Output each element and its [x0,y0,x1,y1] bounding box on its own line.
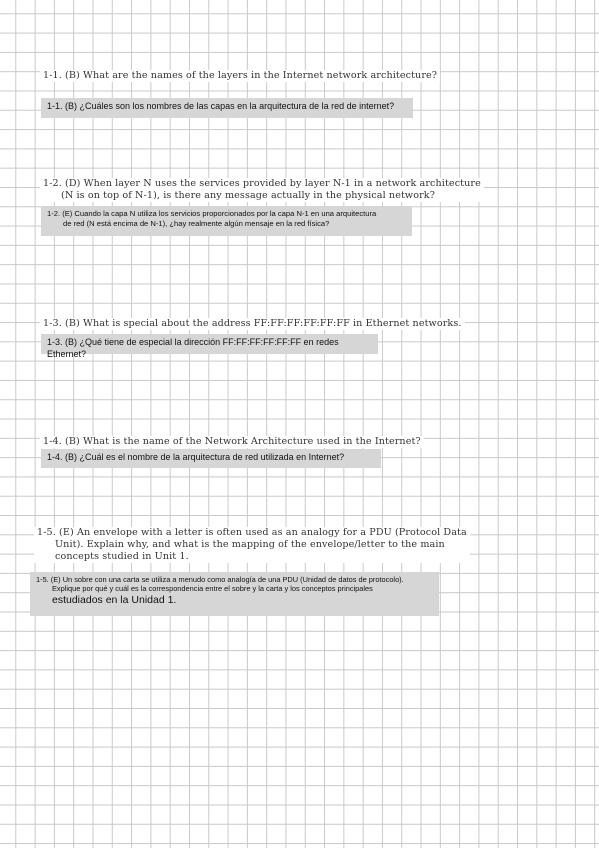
question-1-4-english-line-1: 1-4. (B) What is the name of the Network Architecture used in the Internet? [43,436,421,447]
question-1-5-english-line-3: concepts studied in Unit 1. [55,550,189,562]
question-1-5-english [34,527,470,563]
question-1-2-english [40,178,484,202]
question-1-3-english-line-1: 1-3. (B) What is special about the address FF:FF:FF:FF:FF:FF in Ethernet networks. [43,318,462,329]
question-1-5-spanish-line-3: estudiados en la Unidad 1. [52,593,177,606]
question-1-2-spanish [41,206,412,236]
question-1-5-spanish [30,572,439,616]
question-1-2-english-line-2: (N is on top of N-1), is there any message actually in the physical network? [61,189,435,201]
question-1-5-spanish-line-1: 1-5. (E) Un sobre con una carta se utiliza a menudo como analogía de una PDU (Unidad de datos de protocolo). [36,575,404,584]
question-1-3-spanish-line-1: 1-3. (B) ¿Qué tiene de especial la dirección FF:FF:FF:FF:FF:FF en redes Ethernet? [47,337,339,359]
question-1-5-spanish-line-2: Explique por qué y cuál es la correspondencia entre el sobre y la carta y los conceptos principales [52,584,373,594]
question-1-2-english-line-1: 1-2. (D) When layer N uses the services provided by layer N-1 in a network architecture [43,178,481,189]
question-1-4-english [40,436,424,448]
question-1-5-english-line-2: Unit). Explain why, and what is the mapping of the envelope/letter to the main [55,538,445,550]
question-1-5-english-line-1: 1-5. (E) An envelope with a letter is often used as an analogy for a PDU (Protocol Data [37,527,467,538]
question-1-3-spanish [41,334,378,359]
question-1-3-english [40,318,465,330]
question-1-4-spanish-line-1: 1-4. (B) ¿Cuál es el nombre de la arquitectura de red utilizada en Internet? [47,452,345,462]
question-1-1-english [40,70,440,82]
question-1-1-english-line-1: 1-1. (B) What are the names of the layers in the Internet network architecture? [43,70,438,81]
question-1-2-spanish-line-2: de red (N está encima de N-1), ¿hay realmente algún mensaje en la red física? [63,218,330,228]
question-1-1-spanish [41,98,413,118]
question-1-4-spanish [41,449,381,468]
question-1-1-spanish-line-1: 1-1. (B) ¿Cuáles son los nombres de las capas en la arquitectura de la red de internet? [47,101,395,111]
question-1-2-spanish-line-1: 1-2. (E) Cuando la capa N utiliza los servicios proporcionados por la capa N-1 en una arquitectura [47,209,377,218]
